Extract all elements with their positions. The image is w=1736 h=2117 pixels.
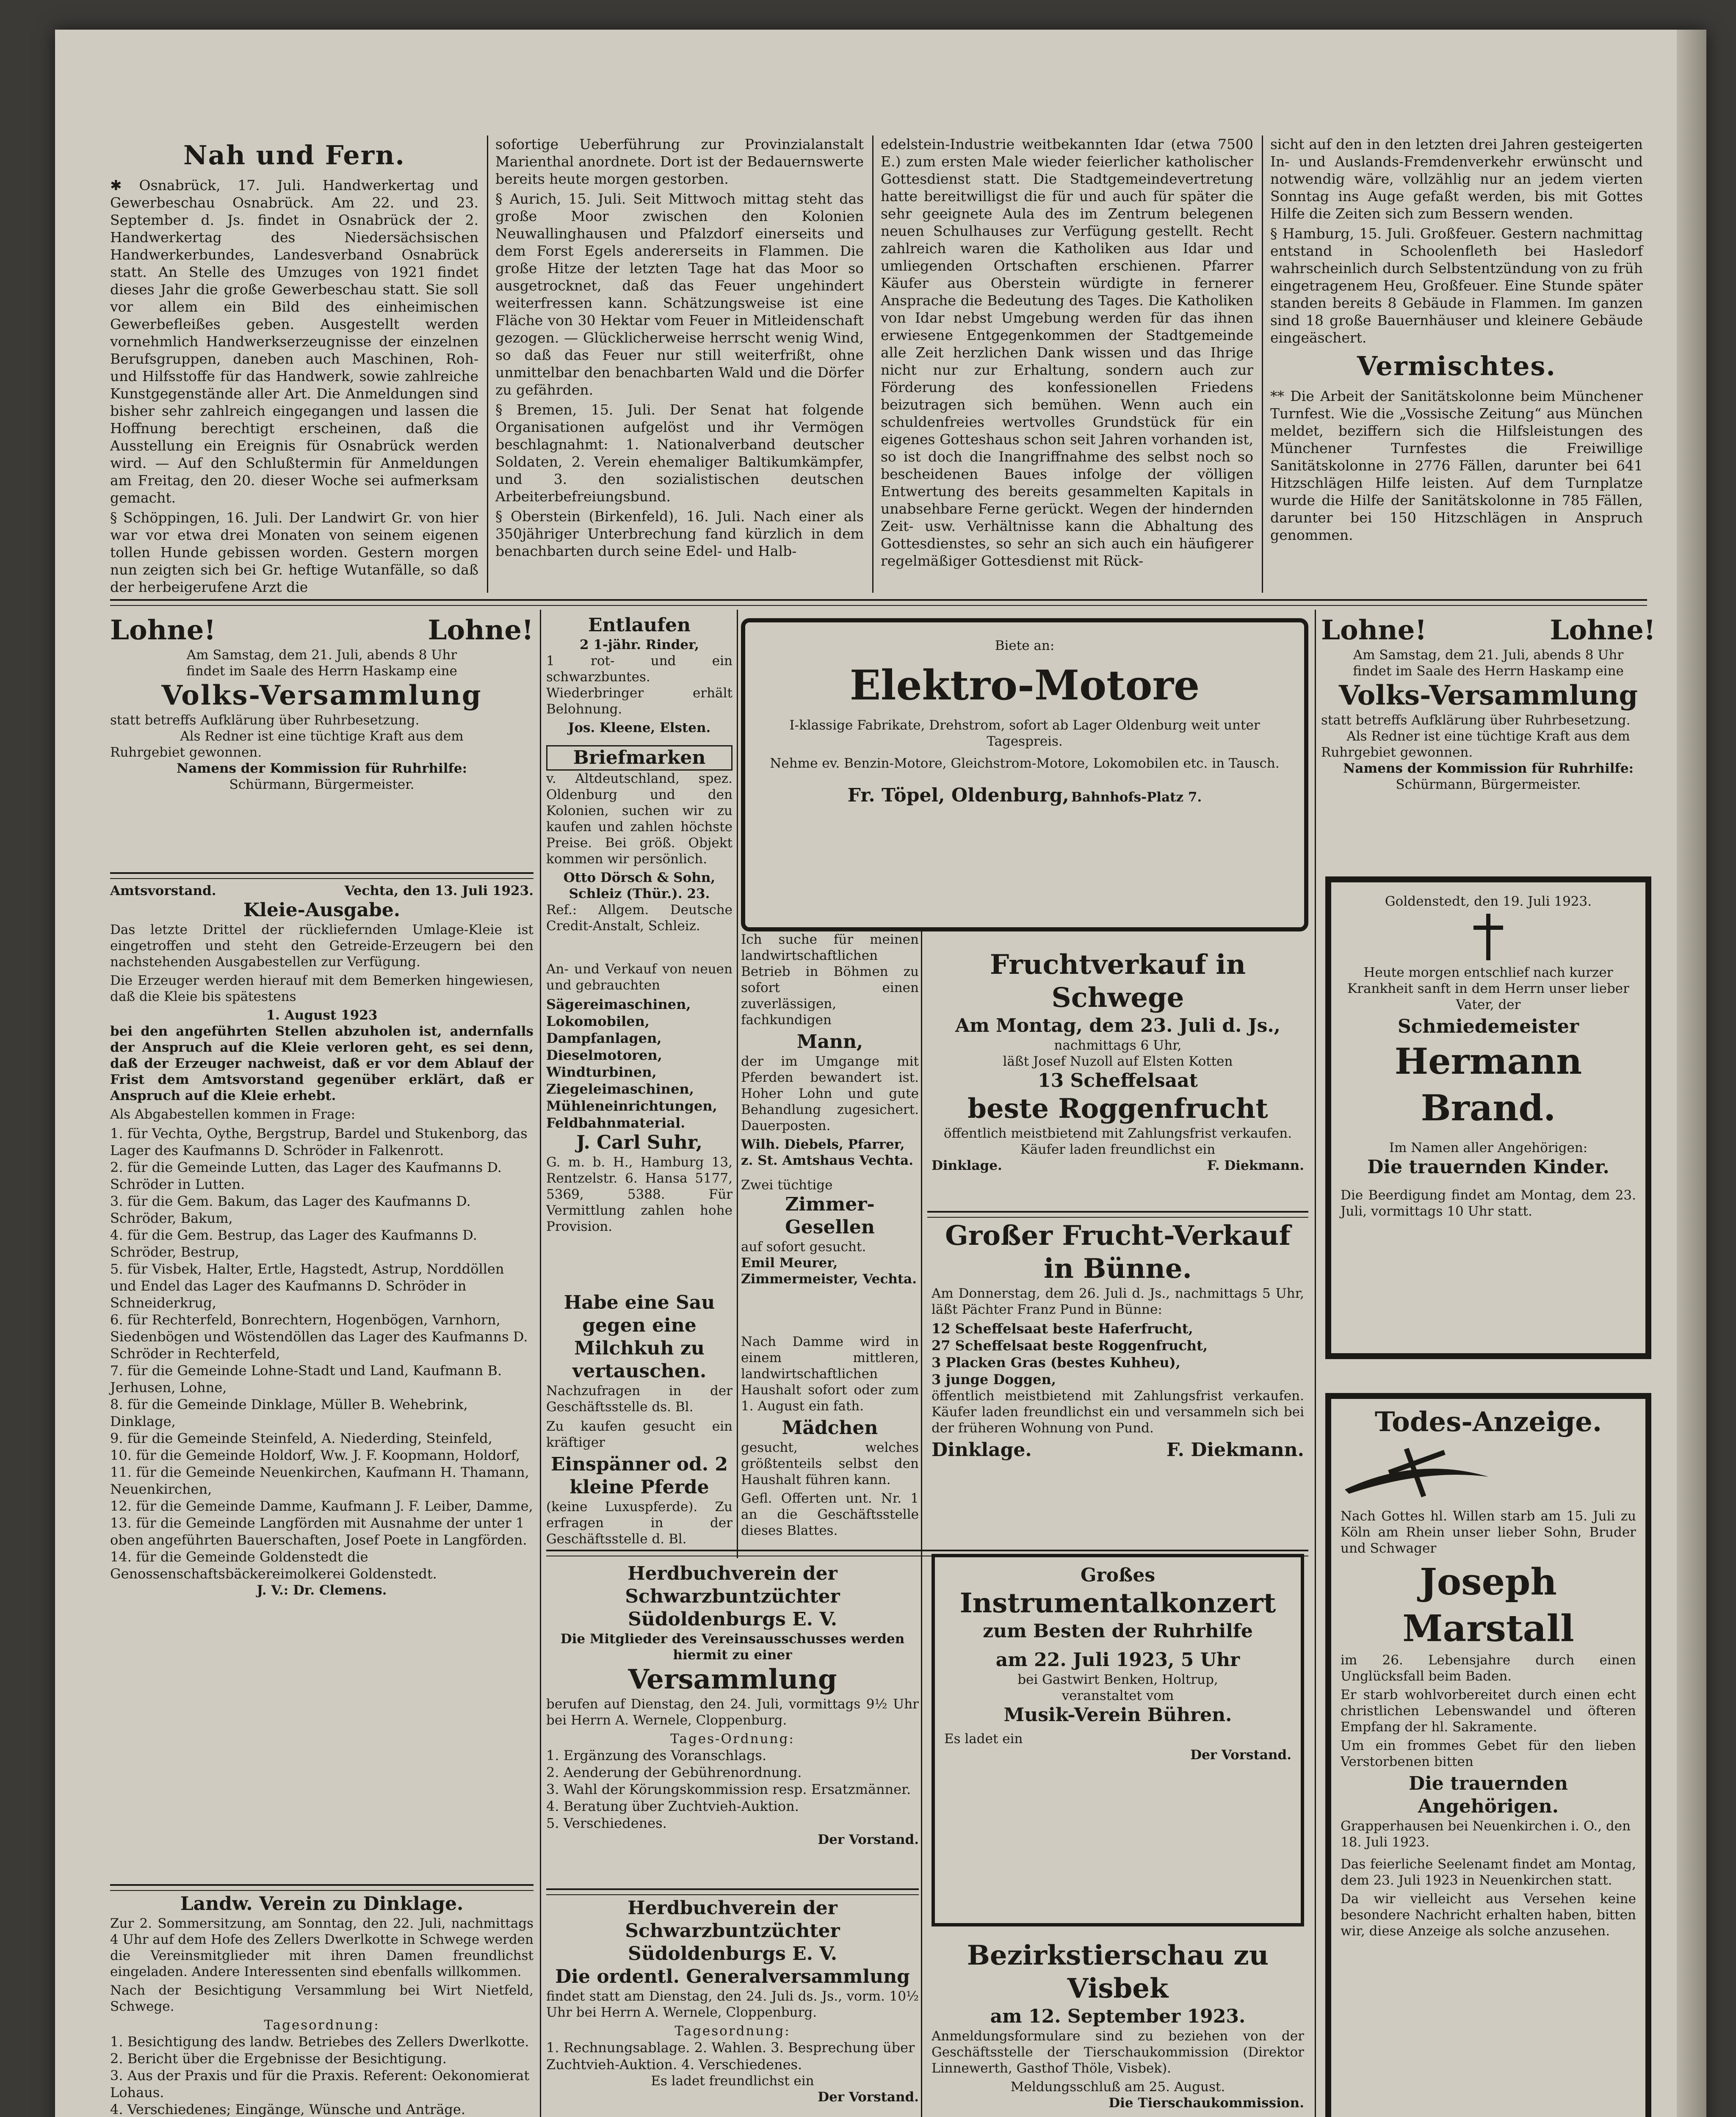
landw-title: Landw. Verein zu Dinklage. [180,1893,464,1915]
frucht2-list-item: 3 junge Doggen, [932,1371,1056,1387]
mann-text: Ich suche für meinen landwirtschaftlichen Betrieb in Böhmen zu sofort einen zuverlässigen, fachkundigen [741,932,919,1028]
frucht2-signature: F. Diekmann. [1166,1439,1304,1461]
lohne-line: Schürmann, Bürgermeister. [1396,777,1581,792]
brief-city: Schleiz (Thür.). 23. [569,886,710,901]
maed-title: Mädchen [782,1417,878,1439]
news-column-1 [110,135,478,598]
lohne-line: findet im Saale des Herrn Haskamp eine [1353,663,1624,679]
brand-role: Schmiedemeister [1397,1016,1579,1037]
tod-text: Um ein frommes Gebet für den lieben Verstorbenen bitten [1341,1738,1636,1769]
herd1-agenda-item: 2. Aenderung der Gebührenordnung. [546,1764,802,1780]
elek-firm: Fr. Töpel, Oldenburg, [847,785,1069,806]
article-hamburg: § Hamburg, 15. Juli. Großfeuer. Gestern nachmittag entstand in Schoolenfleth bei Hasledorf wahrscheinlich durch Selbstentzündung von zu früh eingetragenem Heu, Großfeuer. Eine Stunde später standen bereits 8 Gebäude in Flammen. Im ganzen sind 18 große Bauernhäuser und kleinere Gebäude eingeäschert. [1270,225,1643,346]
ad-rule [110,872,534,879]
suhr-list-item: Windturbinen, [546,1064,657,1080]
einsp-title: Einspänner od. 2 kleine Pferde [550,1454,728,1498]
frucht1-text: Käufer laden freundlichst ein [1020,1142,1216,1157]
ad-mann [741,931,919,1169]
elek-text: Nehme ev. Benzin-Motore, Gleichstrom-Motore, Lokomobilen etc. in Tausch. [770,756,1280,771]
tod-text: im 26. Lebensjahre durch einen Unglücksfall beim Baden. [1341,1653,1636,1684]
herd1-agenda-item: 5. Verschiedenes. [546,1815,667,1831]
amt-deadline: 1. August 1923 [266,1008,378,1023]
column-divider [1315,610,1316,2117]
cross-icon [1473,914,1503,960]
herd2-agenda-item: 1. Rechnungsablage. 2. Wahlen. 3. Besprechung über Zuchtvieh-Auktion. 4. Verschiedenes. [546,2040,915,2073]
lohne-line: findet im Saale des Herrn Haskamp eine [186,663,457,679]
lohne-line: statt betreffs Aufklärung über Ruhrbesetzung. [110,713,420,728]
ad-rule [110,1884,534,1891]
ad-briefmarken [546,745,733,937]
tod-text: Da wir vielleicht aus Versehen keine besondere Nachricht erhalten haben, bitten wir, diese Anzeige als solche anzusehen. [1341,1891,1636,1939]
herd1-big: Versammlung [628,1664,837,1695]
column-divider [921,1550,922,2117]
frucht1-text: öffentlich meistbietend mit Zahlungsfrist verkaufen. [943,1126,1292,1141]
lohne-line: Als Redner ist eine tüchtige Kraft aus dem [1346,729,1630,744]
einsp-text: (keine Luxuspferde). Zu erfragen in der Geschäftsstelle d. Bl. [546,1499,733,1547]
landw-agenda-item: 1. Besichtigung des landw. Betriebes des Zellers Dwerlkotte. [110,2034,529,2050]
tod-text: Das feierliche Seelenamt findet am Montag, dem 23. Juli 1923 in Neuenkirchen statt. [1341,1857,1636,1888]
landw-text: Zur 2. Sommersitzung, am Sonntag, den 22. Juli, nachmittags 4 Uhr auf dem Hofe des Zellers Dwerlkotte in Schwege werden die Vereinsmitglieder mit ihren Damen freundlichst eingeladen. Andere Interessenten sind ebenfalls willkommen. [110,1916,534,1979]
brief-firm: Otto Dörsch & Sohn, [563,870,716,885]
news-column-3 [881,135,1253,572]
herd2-list [546,2039,919,2073]
article-schoeppingen: § Schöppingen, 16. Juli. Der Landwirt Gr. von hier war vor etwa drei Monaten von seinem eigenen tollen Hunde gebissen worden. Gestern morgen nun zeigten sich bei Gr. heftige Wutanfälle, so daß der herbeigerufene Arzt die [110,509,478,595]
palm-cross-icon [1341,1443,1501,1502]
page-spine [1677,30,1706,2117]
brief-text: Ref.: Allgem. Deutsche Credit-Anstalt, Schleiz. [546,902,733,934]
amt-text: Das letzte Drittel der rückliefernden Umlage-Kleie ist eingetroffen und steht den Getreide-Erzeugern bei den nachstehenden Ausgabestellen zur Verfügung. [110,922,534,970]
amt-date: Vechta, den 13. Juli 1923. [344,883,534,898]
landw-agenda-item: 4. Verschiedenes; Eingänge, Wünsche und Anträge. [110,2101,466,2117]
landw-agenda-item: 2. Bericht über die Ergebnisse der Besichtigung. [110,2051,447,2067]
ad-fruchtverkauf-buenne [932,1219,1304,1462]
newspaper-page [55,30,1706,2117]
mann-text: der im Umgange mit Pferden bewandert ist. Hoher Lohn und gute Behandlung zugesichert. Dauerposten. [741,1054,919,1133]
ad-herdbuch-versammlung [546,1562,919,1848]
konz-signature: Der Vorstand. [1190,1747,1291,1763]
mann-signature: Wilh. Diebels, Pfarrer, z. St. Amtshaus Vechta. [741,1137,914,1168]
herd1-agenda-label: Tages-Ordnung: [670,1731,795,1747]
lohne-line: Am Samstag, dem 21. Juli, abends 8 Uhr [186,647,457,663]
ad-entlaufen [546,614,733,736]
ent-signature: Jos. Kleene, Elsten. [568,720,711,735]
herd1-list [546,1747,919,1832]
bez-signature: Die Tierschaukommission. [1108,2095,1304,2111]
tod-text: Nach Gottes hl. Willen starb am 15. Juli zu Köln am Rhein unser lieber Sohn, Bruder und Schwager [1341,1509,1636,1556]
ad-fruchtverkauf-schwege [932,948,1304,1174]
ad-herdbuch-generalversammlung [546,1897,919,2105]
article-osnabrueck: ✱ Osnabrück, 17. Juli. Handwerkertag und Gewerbeschau Osnabrück. Am 22. und 23. September d. Js. findet in Osnabrück der 2. Handwerkertag des Niedersächsischen Handwerkerbundes, Landesverband Osnabrück statt. An Stelle des Umzuges von 1921 findet dieses Jahr die große Gewerbeschau statt. Sie soll vor allem ein Bild des einheimischen Gewerbefleißes geben. Ausgestellt werden vornehmlich Handwerkserzeugnisse der einzelnen Berufsgruppen, daneben auch Maschinen, Roh- und Hilfsstoffe für das Handwerk, sowie zahlreiche Kunstgegenstände aller Art. Die Anmeldungen sind bisher sehr zahlreich eingegangen und lassen die Hoffnung berechtigt erscheinen, daß die Ausstellung ein Ereignis für Osnabrück werden wird. — Auf den Schlußtermin für Anmeldungen am Freitag, den 20. dieser Woche sei aufmerksam gemacht. [110,177,478,506]
news-column-2 [495,135,864,562]
ad-rule [546,1888,919,1895]
ad-sau [546,1291,733,1418]
konz-t1: Großes [1080,1564,1155,1586]
elek-pre: Biete an: [995,638,1055,653]
tod-text: Er starb wohlvorbereitet durch einen echt christlichen Lebenswandel und öfteren Empfang der hl. Sakramente. [1341,1687,1636,1735]
ent-sub: 2 1-jähr. Rinder, [579,637,699,652]
amt-list-item: 14. für die Gemeinde Goldenstedt die Genossenschaftsbäckereimolkerei Goldenstedt. [110,1549,437,1582]
elek-address: Bahnhofs-Platz 7. [1071,790,1202,805]
amt-signature: J. V.: Dr. Clemens. [257,1583,387,1598]
konz-t3: zum Besten der Ruhrhilfe [983,1620,1253,1642]
herd2-signature: Der Vorstand. [818,2089,919,2105]
ad-lohne-right [1321,614,1656,793]
bez-date: am 12. September 1923. [990,2006,1246,2027]
frucht2-list [932,1320,1304,1388]
maed-text: gesucht, welches größtenteils selbst den Haushalt führen kann. [741,1440,919,1487]
amt-list-item: 2. für die Gemeinde Lutten, das Lager des Kaufmanns D. Schröder in Lutten. [110,1159,502,1192]
news-column-4 [1270,135,1643,546]
herd2-title: Herdbuchverein der Schwarzbuntzüchter Südoldenburgs E. V. [625,1897,840,1965]
herd1-signature: Der Vorstand. [818,1832,919,1847]
column-divider [487,135,488,593]
suhr-firm: J. Carl Suhr, [576,1132,702,1153]
article-aurich: § Aurich, 15. Juli. Seit Mittwoch mittag steht das große Moor zwischen den Kolonien Neuwallinghausen und Pfalzdorf einerseits und dem Forst Egels andererseits in Flammen. Die große Hitze der letzten Tage hat das Moor so ausgetrocknet, daß das Feuer ungehindert weiterfressen kann. Schätzungsweise ist eine Fläche von 30 Hektar vom Feuer in Mitleidenschaft gezogen. — Glücklicherweise herrscht wenig Wind, so daß das Feuer nur still weiterfrißt, ohne unmittelbar den benachbarten Wald und die Dörfer zu gefährden. [495,191,864,398]
lohne-right: Lohne! [428,614,534,646]
amt-list-item: 1. für Vechta, Oythe, Bergstrup, Bardel und Stukenborg, das Lager des Kaufmanns D. Schröder in Falkenrott. [110,1125,528,1158]
konz-t2: Instrumentalkonzert [959,1587,1276,1619]
frucht1-time: nachmittags 6 Uhr, [1054,1038,1182,1053]
sau-text: Nachzufragen in der Geschäftsstelle ds. Bl. [546,1383,733,1415]
zimmer-title: Zimmer-Gesellen [785,1194,875,1238]
ad-kleie-ausgabe [110,883,534,1598]
suhr-text: G. m. b. H., Hamburg 13, Rentzelstr. 6. Hansa 5177, 5369, 5388. Für Vermittlung zahlen hohe Provision. [546,1155,733,1234]
amt-text: Die Erzeuger werden hierauf mit dem Bemerken hingewiesen, daß die Kleie bis spätestens [110,973,534,1004]
suhr-list-item: Dieselmotoren, [546,1047,662,1063]
konz-text: bei Gastwirt Benken, Holtrup, [1017,1672,1218,1687]
amt-title: Kleie-Ausgabe. [243,899,401,921]
mann-title: Mann, [796,1031,863,1053]
amt-list-item: 5. für Visbek, Halter, Ertle, Hagstedt, Astrup, Norddöllen und Endel das Lager des Kaufmanns D. Schröder in Schneiderkrug, [110,1261,504,1311]
herd1-text: berufen auf Dienstag, den 24. Juli, vormittags 9½ Uhr bei Herrn A. Wernele, Cloppenburg. [546,1697,919,1728]
ad-elektro-motore [741,618,1308,931]
suhr-list [546,996,733,1131]
frucht1-place: Dinklage. [932,1158,1002,1173]
frucht1-title: Fruchtverkauf in Schwege [990,949,1246,1014]
elek-title: Elektro-Motore [849,661,1200,709]
amt-text: Als Abgabestellen kommen in Frage: [110,1107,356,1122]
ad-maedchen [741,1334,919,1541]
herd1-title: Herdbuchverein der Schwarzbuntzüchter Südoldenburgs E. V. [625,1563,840,1630]
amt-list-item: 9. für die Gemeinde Steinfeld, A. Niederding, Steinfeld, [110,1430,492,1446]
landw-list [110,2033,534,2117]
bez-text: Anmeldungsformulare sind zu beziehen von der Geschäftsstelle der Tierschaukommission (Direktor Linnewerth, Gasthof Thöle, Visbek). [932,2029,1304,2076]
amt-text: bei den angeführten Stellen abzuholen ist, andernfalls der Anspruch auf die Kleie verloren geht, es sei denn, daß der Erzeuger nachweist, daß er vor dem Ablauf der Frist dem Amtsvorstand gegenüber erklärt, daß er Anspruch auf die Kleie erhebt. [110,1024,534,1103]
herd2-agenda-label: Tagesordnung: [674,2023,791,2039]
column-divider [1262,135,1263,593]
suhr-list-item: Ziegeleimaschinen, [546,1081,694,1097]
suhr-list-item: Dampfanlagen, [546,1030,662,1046]
lohne-line: Namens der Kommission für Ruhrhilfe: [176,761,467,776]
article-marienthal: sofortige Ueberführung zur Provinzialanstalt Marienthal anordnete. Dort ist der Bedauernswerte bereits heute morgen gestorben. [495,136,864,187]
column-divider [872,135,874,593]
lohne-line: statt betreffs Aufklärung über Ruhrbesetzung. [1321,713,1631,728]
section-heading-nah-und-fern: Nah und Fern. [183,140,405,171]
obituary-joseph-marstall [1325,1393,1651,2117]
maed-text: Gefl. Offerten unt. Nr. 1 an die Geschäftsstelle dieses Blattes. [741,1491,919,1538]
amt-list-item: 12. für die Gemeinde Damme, Kaufmann J. F. Leiber, Damme, [110,1498,533,1514]
brand-text: Die trauernden Kinder. [1367,1156,1609,1178]
brand-text: Im Namen aller Angehörigen: [1389,1140,1588,1155]
brief-title: Briefmarken [546,745,733,771]
ad-lohne-top [110,614,534,793]
ent-title: Entlaufen [588,614,691,636]
suhr-list-item: Sägereimaschinen, [546,996,691,1012]
lohne-line: Ruhrgebiet gewonnen. [110,745,262,760]
zimmer-text: auf sofort gesucht. [741,1239,866,1255]
frucht1-signature: F. Diekmann. [1207,1158,1304,1173]
article-idar: edelstein-Industrie weitbekannten Idar (etwa 7500 E.) zum ersten Male wieder feierlicher katholischer Gottesdienst statt. Die Stadtgemeindevertretung hatte bereitwilligst die für und auch für später die sehr geeignete Aula des im Zentrum belegenen neuen Schulhauses zur Verfügung gestellt. Recht zahlreich waren die Katholiken aus Idar und umliegenden Ortschaften erschienen. Pfarrer Käufer aus Oberstein würdigte in fernerer Ansprache die Bedeutung des Tages. Die Katholiken von Idar nebst Umgebung werden für das ihnen erwiesene Entgegenkommen der Stadtgemeinde alle Zeit herzlichen Dank wissen und das Ihrige nicht nur zur Erhaltung, sondern auch zur Förderung des konfessionellen Friedens beizutragen sich bemühen. Wenn auch ein schuldenfreies wertvolles Grundstück für ein eigenes Gotteshaus schon seit Jahren vorhanden ist, so ist doch die Inangriffnahme des selbst noch so bescheidenen Baues infolge der völligen Entwertung des bereits gesammelten Kapitals in unabsehbare Ferne gerückt. Wegen der hindernden Zeit- usw. Verhältnisse kann die Abhaltung des Gottesdienstes, so sehr an sich auch ein häufigerer regelmäßiger Gottesdienst mit Rück- [881,136,1253,569]
amt-list [110,1125,534,1582]
article-oberstein: § Oberstein (Birkenfeld), 16. Juli. Nach einer als 350jähriger Unterbrechung fand kürzlich in dem benachbarten durch seine Edel- und Halb- [495,508,864,559]
tod-text: Die trauernden Angehörigen. [1408,1773,1568,1817]
column-divider [921,931,922,1558]
brand-text: Heute morgen entschlief nach kurzer Krankheit sanft in dem Herrn unser lieber Vater, der [1347,965,1629,1012]
amt-list-item: 11. für die Gemeinde Neuenkirchen, Kaufmann H. Thamann, Neuenkirchen, [110,1464,529,1497]
bez-text: Meldungsschluß am 25. August. [1010,2079,1225,2095]
amt-list-item: 6. für Rechterfeld, Bonrechtern, Hogenbögen, Varnhorn, Siedenbögen und Wöstendöllen das Lager des Kaufmanns D. Schröder in Rechterfeld, [110,1312,528,1362]
amt-list-item: 8. für die Gemeinde Dinklage, Müller B. Wehebrink, Dinklage, [110,1396,468,1429]
frucht2-text: Am Donnerstag, dem 26. Juli d. Js., nachmittags 5 Uhr, läßt Pächter Franz Pund in Bünne: [932,1286,1304,1317]
suhr-list-item: Mühleneinrichtungen, [546,1098,717,1114]
frucht2-list-item: 12 Scheffelsaat beste Haferfrucht, [932,1321,1193,1337]
herd1-text: Die Mitglieder des Vereinsausschusses werden hiermit zu einer [560,1631,905,1663]
herd2-big: Die ordentl. Generalversammlung [555,1966,910,1987]
lohne-line: Am Samstag, dem 21. Juli, abends 8 Uhr [1353,647,1624,663]
herd1-agenda-item: 4. Beratung über Zuchtvieh-Auktion. [546,1798,799,1814]
brand-place: Goldenstedt, den 19. Juli 1923. [1385,894,1592,909]
herd1-agenda-item: 1. Ergänzung des Voranschlags. [546,1747,767,1763]
suhr-text: An- und Verkauf von neuen und gebrauchten [546,962,733,993]
suhr-list-item: Lokomobilen, [546,1013,650,1029]
suhr-list-item: Feldbahnmaterial. [546,1115,686,1131]
konz-text: Musik-Verein Bühren. [1003,1704,1232,1726]
lohne-line: Ruhrgebiet gewonnen. [1321,745,1473,760]
bez-title: Bezirkstierschau zu Visbek [967,1940,1269,2004]
article-bremen: § Bremen, 15. Juli. Der Senat hat folgende Organisationen aufgelöst und ihr Vermögen beschlagnahmt: 1. Nationalverband deutscher Soldaten, 2. Verein ehemaliger Baltikumkämpfer, und 3. den sozialistischen deutschen Arbeiterbefreiungsbund. [495,401,864,505]
frucht2-text: öffentlich meistbietend mit Zahlungsfrist verkaufen. Käufer laden freundlichst ein und versammeln sich bei der früheren Wohnung von Pund. [932,1388,1304,1436]
section-rule [110,599,1647,606]
section-heading-vermischtes: Vermischtes. [1357,351,1556,381]
brand-name: Hermann Brand. [1394,1040,1582,1129]
ad-zimmer-gesellen [741,1177,919,1287]
herd2-text: Es ladet freundlichst ein [651,2073,814,2089]
brief-text: v. Altdeutschland, spez. Oldenburg und den Kolonien, suchen wir zu kaufen und zahlen höchste Preise. Bei größ. Objekt kommen wir persönlich. [546,771,733,867]
konz-text: veranstaltet vom [1062,1688,1174,1703]
elek-text: I-klassige Fabrikate, Drehstrom, sofort ab Lager Oldenburg weit unter Tagespreis. [789,718,1260,749]
herd1-agenda-item: 3. Wahl der Körungskommission resp. Ersatzmänner. [546,1781,911,1797]
tod-title: Todes-Anzeige. [1374,1406,1602,1438]
ad-instrumentalkonzert [932,1554,1304,1926]
frucht2-list-item: 3 Placken Gras (bestes Kuhheu), [932,1354,1180,1371]
landw-agenda-label: Tagesordnung: [264,2018,380,2033]
amt-list-item: 7. für die Gemeinde Lohne-Stadt und Land, Kaufmann B. Jerhusen, Lohne, [110,1363,502,1396]
maed-text: Nach Damme wird in einem mittleren, landwirtschaftlichen Haushalt sofort oder zum 1. August ein fath. [741,1334,919,1414]
zimmer-text: Zwei tüchtige [741,1177,833,1193]
ad-einspaenner [546,1418,733,1550]
lohne-line: Als Redner ist eine tüchtige Kraft aus dem [180,729,464,744]
frucht2-place: Dinklage. [932,1439,1032,1461]
frucht2-title: Großer Frucht-Verkauf in Bünne. [945,1220,1291,1285]
amt-list-item: 3. für die Gem. Bakum, das Lager des Kaufmanns D. Schröder, Bakum, [110,1193,471,1226]
frucht2-list-item: 27 Scheffelsaat beste Roggenfrucht, [932,1338,1208,1354]
amt-list-item: 13. für die Gemeinde Langförden mit Ausnahme der unter 1 oben angeführten Bauerschaften, Josef Poete in Langförden. [110,1515,527,1548]
lohne-right: Lohne! [1550,614,1656,646]
konz-text: Es ladet ein [944,1731,1023,1747]
ad-suhr [546,961,733,1237]
amt-list-item: 10. für die Gemeinde Holdorf, Ww. J. F. Koopmann, Holdorf, [110,1447,520,1463]
herd2-text: findet statt am Dienstag, den 24. Juli ds. Js., vorm. 10½ Uhr bei Herrn A. Wernele, Cloppenburg. [546,1989,919,2020]
ad-bezirkstierschau [932,1939,1304,2111]
lohne-title: Volks-Versammlung [1338,680,1638,711]
tod-name: Joseph Marstall [1402,1561,1574,1650]
amt-left: Amtsvorstand. [110,883,216,898]
ent-text: 1 rot- und ein schwarzbuntes. Wiederbringer erhält Belohnung. [546,653,733,717]
landw-text: Nach der Besichtigung Versammlung bei Wirt Nietfeld, Schwege. [110,1983,534,2014]
frucht1-item: beste Roggenfrucht [968,1093,1268,1125]
ad-landw-verein [110,1893,534,2117]
landw-agenda-item: 3. Aus der Praxis und für die Praxis. Referent: Oekonomierat Lohaus. [110,2067,530,2100]
article-idar-continued: sicht auf den in den letzten drei Jahren gesteigerten In- und Auslands-Fremdenverkehr erwünscht und notwendig wäre, vollzählig nur an jedem vierten Sonntag ins Auge gefaßt werden, bis mit Gottes Hilfe die Zeiten sich zum Bessern wenden. [1270,136,1643,222]
brand-text: Die Beerdigung findet am Montag, dem 23. Juli, vormittags 10 Uhr statt. [1341,1188,1636,1219]
column-divider [737,610,738,1558]
obituary-hermann-brand [1325,876,1651,1359]
konz-date: am 22. Juli 1923, 5 Uhr [995,1649,1240,1671]
frucht1-amount: 13 Scheffelsaat [1037,1070,1198,1092]
sau-title: Habe eine Sau gegen eine Milchkuh zu vertauschen. [564,1292,715,1382]
lohne-line: Schürmann, Bürgermeister. [229,777,415,792]
frucht1-text: läßt Josef Nuzoll auf Elsten Kotten [1003,1054,1233,1069]
lohne-left: Lohne! [110,614,216,646]
lohne-left: Lohne! [1321,614,1427,646]
tod-text: Grapperhausen bei Neuenkirchen i. O., den 18. Juli 1923. [1341,1819,1631,1850]
amt-list-item: 4. für die Gem. Bestrup, das Lager des Kaufmanns D. Schröder, Bestrup, [110,1227,477,1260]
lohne-line: Namens der Kommission für Ruhrhilfe: [1343,761,1634,776]
ad-rule [927,1211,1308,1218]
einsp-text: Zu kaufen gesucht ein kräftiger [546,1419,733,1450]
article-sanitaetskolonne: ** Die Arbeit der Sanitätskolonne beim Münchener Turnfest. Wie die „Vossische Zeitung“ aus München meldet, beziffern sich die Hilfsleistungen des Münchener Turnfestes die Freiwillige Sanitätskolonne in 2776 Fällen, darunter bei 641 Hitzschlägen Hilfe leisten. Auf dem Turnplatze wurde die Hilfe der Sanitätskolonne in 785 Fällen, darunter bei 150 Hitzschlägen in Anspruch genommen. [1270,388,1643,543]
lohne-title: Volks-Versammlung [161,680,482,711]
frucht1-date: Am Montag, dem 23. Juli d. Js., [955,1015,1280,1036]
zimmer-signature: Emil Meurer, Zimmermeister, Vechta. [741,1255,917,1287]
column-divider [540,610,541,2117]
